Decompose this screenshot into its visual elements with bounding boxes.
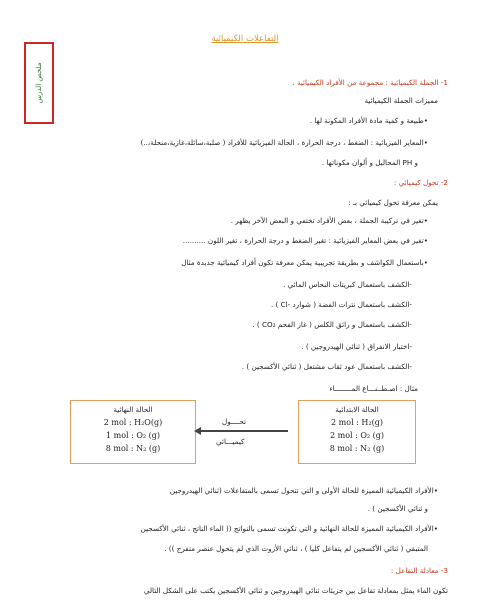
stamp-label: ملخص الدرس <box>35 62 43 104</box>
section-2-heading: 2- تحول كيميائي : <box>393 178 448 187</box>
test-item-3: - الكشف باستعمال و رائق الكلس ( غاز الفحم CO₂ ) . <box>252 320 412 329</box>
test-item-5: - الكشف باستعمال عود ثقاب مشتعل ( ثنائي الأكسجين ) . <box>242 362 412 371</box>
arrow-label-bottom: كيميـــائي <box>216 437 245 446</box>
final-state-line-3: 8 mol : N₂ (g) <box>105 444 161 453</box>
example-label: مثال : اصـطــنـــاع المــــــــاء <box>329 384 418 393</box>
final-state-line-2: 1 mol : O₂ (g) <box>105 431 161 440</box>
s1-bullet-2: • المعاير الفيزيائية : الضغط ، درجة الحرارة ، الحالة الفيزيائية للأفراد ( صلبة،سائلة،غازية،منحلة،..) <box>141 138 428 147</box>
s2-bullet-3: • باستعمال الكواشف و بطريقة تجريبية يمكن معرفة تكون أفراد كيميائية جديدة مثال <box>181 258 428 267</box>
page-title: التفاعلات الكيميائية <box>211 34 279 44</box>
s1-bullet-1: • طبيعة و كمية مادة الأفراد المكونة لها . <box>310 116 428 125</box>
initial-state-heading: الحالة الابتدائية <box>335 405 379 414</box>
s2-bullet-2: • تغير في بعض المعاير الفيزيائية : تغير الضغط و درجة الحرارة ، تغير اللون .......... <box>183 236 428 245</box>
test-item-1: - الكشف باستعمال كبريتات النحاس المائي . <box>283 280 412 289</box>
initial-state-line-3: 8 mol : N₂ (g) <box>329 444 385 453</box>
summary-stamp <box>24 42 54 124</box>
final-state-heading: الحالة النهائية <box>113 405 153 414</box>
section-1-subheading: مميزات الجملة الكيميائية <box>364 96 438 105</box>
s2-bullet-1: • تغير في تركيبة الجملة ، بعض الأفراد تختفي و البعض الآخر يظهر . <box>231 216 428 225</box>
products-paragraph: • الأفراد الكيميائية المميزة للحالة النهائية و التي تكونت تسمى بالنواتج (( الماء الناتج ، ثنائي الأكسجين <box>141 524 438 533</box>
section-3-text: تكون الماء يمثل بمعادلة تفاعل بين جزيئات ثنائي الهيدروجين و ثنائي الأكسجين يكتب على الشكل التالي <box>143 586 448 595</box>
test-item-2: - الكشف باستعمال نترات الفضة ( شوارد -Cl ) . <box>271 300 412 309</box>
test-item-4: - اختبار الانفراق ( ثنائي الهيدروجين ) . <box>301 342 412 351</box>
s1-bullet-2-cont: و PH المحاليل و ألوان مكوناتها . <box>321 158 418 167</box>
reactants-paragraph: • الأفراد الكيميائية المميزة للحالة الأولى و التي تتحول تسمى بالمتفاعلات (ثنائي الهيدروجين <box>170 486 438 495</box>
initial-state-line-2: 2 mol : O₂ (g) <box>329 431 385 440</box>
products-paragraph-cont: المتبقي ( ثنائي الأكسجين لم يتفاعل كليا ) ، ثنائي الأزوت الذي لم يتحول عنصر متفرج )) . <box>164 544 428 553</box>
initial-state-line-1: 2 mol : H₂(g) <box>331 418 383 427</box>
final-state-box <box>70 400 196 464</box>
reactants-paragraph-cont: و ثنائي الأكسجين ) . <box>367 504 428 513</box>
arrow-label-top: تحــــول <box>222 417 246 426</box>
section-1-heading: 1- الجملة الكيميائية : مجموعة من الأفراد الكيميائية . <box>292 78 448 87</box>
section-3-heading: 3- معادلة التفاعل : <box>390 566 448 575</box>
initial-state-box <box>298 400 416 464</box>
transformation-arrow <box>200 430 288 432</box>
section-2-subheading: يمكن معرفة تحول كيميائي بـ : <box>348 198 438 207</box>
final-state-line-1: 2 mol : H₂O(g) <box>103 418 163 427</box>
